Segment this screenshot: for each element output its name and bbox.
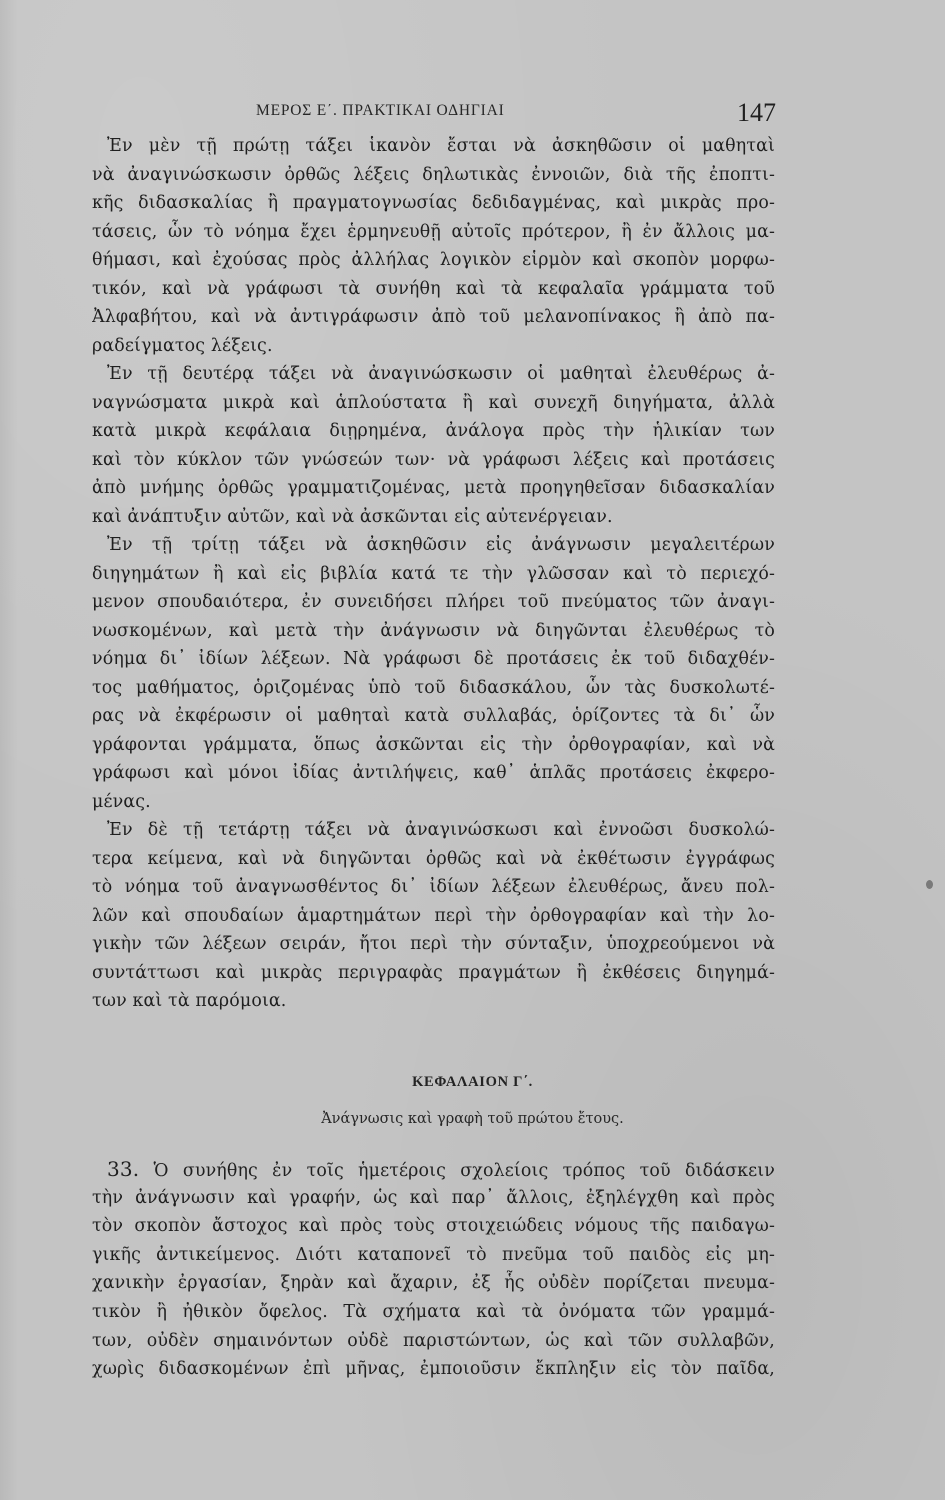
text-line: τος μαθήματος, ὁριζομένας ὑπὸ τοῦ διδασκάλου, ὧν τὰς δυσκολωτέ-	[92, 677, 775, 698]
text-line: τάσεις, ὧν τὸ νόημα ἔχει ἑρμηνευθῇ αὐτοῖς πρότερον, ἢ ἐν ἄλλοις μα-	[92, 221, 775, 242]
chapter-heading: ΚΕΦΑΛΑΙΟΝ Γ΄.	[412, 1074, 533, 1090]
running-head: ΜΕΡΟΣ Ε΄. ΠΡΑΚΤΙΚΑΙ ΟΔΗΓΙΑΙ	[256, 102, 505, 119]
text-line: τερα κείμενα, καὶ νὰ διηγῶνται ὀρθῶς καὶ νὰ ἐκθέτωσιν ἐγγράφως	[92, 848, 775, 869]
chapter-subtitle: Ἀνάγνωσις καὶ γραφὴ τοῦ πρώτου ἔτους.	[321, 1111, 624, 1127]
paragraph-first-class	[92, 132, 775, 360]
text-line: κῆς διδασκαλίας ἢ πραγματογνωσίας δεδιδαγμένας, καὶ μικρὰς προ-	[92, 193, 775, 213]
text-line: των καὶ τὰ παρόμοια.	[92, 991, 287, 1011]
text-line: γικῆς ἀντικείμενος. Διότι καταπονεῖ τὸ πνεῦμα τοῦ παιδὸς εἰς μη-	[92, 1244, 775, 1265]
margin-ink-mark	[926, 880, 933, 889]
page-edge-shadow	[0, 0, 18, 1500]
paragraph-section-33	[92, 1155, 775, 1384]
text-line: νόημα δι᾽ ἰδίων λέξεων. Νὰ γράφωσι δὲ προτάσεις ἐκ τοῦ διδαχθέν-	[92, 649, 775, 669]
text-line: διηγημάτων ἢ καὶ εἰς βιβλία κατά τε τὴν γλῶσσαν καὶ τὸ περιεχό-	[92, 563, 775, 584]
text-line: ρας νὰ ἐκφέρωσιν οἱ μαθηταὶ κατὰ συλλαβάς, ὁρίζοντες τὰ δι᾽ ὧν	[92, 706, 775, 726]
text-line: γικὴν τῶν λέξεων σειράν, ἤτοι περὶ τὴν σύνταξιν, ὑποχρεούμενοι νὰ	[92, 934, 775, 954]
text-line: κατὰ μικρὰ κεφάλαια διῃρημένα, ἀνάλογα πρὸς τὴν ἡλικίαν των	[92, 421, 775, 441]
text-line: καὶ ἀνάπτυξιν αὐτῶν, καὶ νὰ ἀσκῶνται εἰς αὐτενέργειαν.	[92, 506, 613, 527]
paragraph-fourth-class	[92, 816, 775, 1016]
text-line: μένας.	[92, 791, 151, 812]
text-line: θήμασι, καὶ ἐχούσας πρὸς ἀλλήλας λογικὸν εἱρμὸν καὶ σκοπὸν μορφω-	[92, 250, 775, 270]
text-line: γράφωσι καὶ μόνοι ἰδίας ἀντιλήψεις, καθ᾽ ἁπλᾶς προτάσεις ἐκφερο-	[92, 763, 775, 783]
text-line: Ἀλφαβήτου, καὶ νὰ ἀντιγράφωσιν ἀπὸ τοῦ μελανοπίνακος ἢ ἀπὸ πα-	[92, 307, 775, 327]
text-line: Ἐν τῇ τρίτῃ τάξει νὰ ἀσκηθῶσιν εἰς ἀνάγνωσιν μεγαλειτέρων	[107, 535, 775, 555]
text-line: Ἐν μὲν τῇ πρώτῃ τάξει ἱκανὸν ἔσται νὰ ἀσκηθῶσιν οἱ μαθηταὶ	[107, 136, 775, 156]
text-line: τικόν, καὶ νὰ γράφωσι τὰ συνήθη καὶ τὰ κεφαλαῖα γράμματα τοῦ	[92, 278, 775, 299]
main-text	[92, 132, 775, 1016]
text-line: Ἐν τῇ δευτέρᾳ τάξει νὰ ἀναγινώσκωσιν οἱ μαθηταὶ ἐλευθέρως ἀ-	[107, 364, 775, 384]
text-line: λῶν καὶ σπουδαίων ἁμαρτημάτων περὶ τὴν ὀρθογραφίαν καὶ τὴν λο-	[92, 905, 775, 926]
section-first-line-text: Ὁ συνήθης ἐν τοῖς ἡμετέροις σχολείοις τρόπος τοῦ διδάσκειν	[153, 1161, 775, 1181]
page-header	[256, 98, 776, 130]
text-line: τὸ νόημα τοῦ ἀναγνωσθέντος δι᾽ ἰδίων λέξεων ἐλευθέρως, ἄνευ πολ-	[92, 877, 775, 897]
paragraph-second-class	[92, 360, 775, 531]
text-line: χωρὶς διδασκομένων ἐπὶ μῆνας, ἐμποιοῦσιν ἔκπληξιν εἰς τὸν παῖδα,	[92, 1359, 775, 1380]
text-line: νὰ ἀναγινώσκωσιν ὀρθῶς λέξεις δηλωτικὰς ἐννοιῶν, διὰ τῆς ἐποπτι-	[92, 164, 775, 185]
page-number: 147	[737, 98, 776, 127]
section-33-text	[92, 1155, 775, 1384]
text-line: νωσκομένων, καὶ μετὰ τὴν ἀνάγνωσιν νὰ διηγῶνται ἐλευθέρως τὸ	[92, 620, 775, 641]
text-line: ἀπὸ μνήμης ὀρθῶς γραμματιζομένας, μετὰ προηγηθεῖσαν διδασκαλίαν	[92, 478, 775, 498]
section-number: 33.	[107, 1157, 140, 1181]
text-line: ναγνώσματα μικρὰ καὶ ἁπλούστατα ἢ καὶ συνεχῆ διηγήματα, ἀλλὰ	[92, 392, 775, 413]
text-line: των, οὐδὲν σημαινόντων οὐδὲ παριστώντων, ὡς καὶ τῶν συλλαβῶν,	[92, 1330, 775, 1351]
text-line: ραδείγματος λέξεις.	[92, 335, 273, 356]
text-line: γράφονται γράμματα, ὅπως ἀσκῶνται εἰς τὴν ὀρθογραφίαν, καὶ νὰ	[92, 734, 775, 755]
text-line: συντάττωσι καὶ μικρὰς περιγραφὰς πραγμάτων ἢ ἐκθέσεις διηγημά-	[92, 962, 775, 983]
text-line: τὸν σκοπὸν ἄστοχος καὶ πρὸς τοὺς στοιχειώδεις νόμους τῆς παιδαγω-	[92, 1216, 775, 1237]
text-line: καὶ τὸν κύκλον τῶν γνώσεών των· νὰ γράφωσι λέξεις καὶ προτάσεις	[92, 449, 775, 470]
text-line: Ἐν δὲ τῇ τετάρτῃ τάξει νὰ ἀναγινώσκωσι καὶ ἐννοῶσι δυσκολώ-	[107, 820, 775, 840]
text-line: τὴν ἀνάγνωσιν καὶ γραφήν, ὡς καὶ παρ᾽ ἄλλοις, ἐξηλέγχθη καὶ πρὸς	[92, 1187, 775, 1208]
text-line: μενον σπουδαιότερα, ἐν συνειδήσει πλήρει τοῦ πνεύματος τῶν ἀναγι-	[92, 592, 775, 612]
text-line: χανικὴν ἐργασίαν, ξηρὰν καὶ ἄχαριν, ἐξ ἧς οὐδὲν πορίζεται πνευμα-	[92, 1273, 775, 1294]
text-line: τικὸν ἢ ἠθικὸν ὄφελος. Τὰ σχήματα καὶ τὰ ὀνόματα τῶν γραμμά-	[92, 1301, 775, 1322]
text-line-first	[92, 1155, 775, 1184]
paragraph-third-class	[92, 531, 775, 816]
